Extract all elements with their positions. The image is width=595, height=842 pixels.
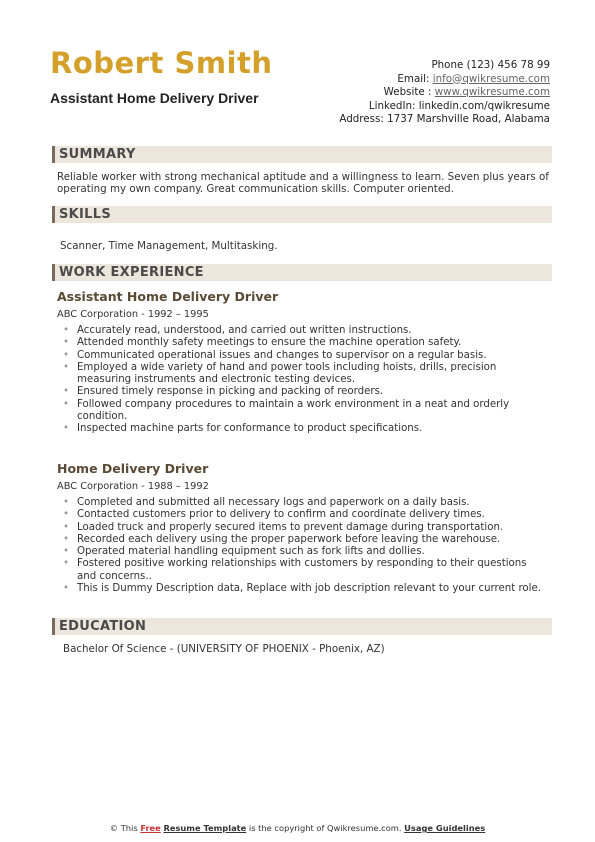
candidate-name: Robert Smith (50, 46, 273, 80)
list-item: • Operated material handling equipment such as fork lifts and dollies. (63, 546, 548, 558)
list-item: • This is Dummy Description data, Replace with job description relevant to your current role. (63, 583, 548, 595)
work-section-header (52, 264, 552, 281)
footer-prefix: © This (109, 823, 138, 833)
list-item: • Attended monthly safety meetings to ensure the machine operation safety. (63, 337, 548, 349)
list-item: • Fostered positive working relationships with customers by responding to their questions and concerns.. (63, 558, 548, 583)
footer-template-link[interactable]: Resume Template (163, 823, 247, 833)
summary-section-header (52, 146, 552, 163)
contact-block (339, 59, 550, 127)
website-link[interactable]: www.qwikresume.com (434, 86, 550, 98)
list-item: • Accurately read, understood, and carried out written instructions. (63, 325, 548, 337)
email-link[interactable]: info@qwikresume.com (432, 72, 550, 85)
list-item: • Contacted customers prior to delivery to confirm and coordinate delivery times. (63, 509, 548, 521)
list-item: • Followed company procedures to maintain a work environment in a neat and orderly condition. (63, 399, 548, 424)
summary-line: operating my own company. Great communication skills. Computer oriented. (57, 182, 454, 195)
contact-linkedin-row (339, 100, 550, 114)
list-item: • Communicated operational issues and changes to supervisor on a regular basis. (63, 350, 548, 362)
job-title: Home Delivery Driver (57, 461, 209, 476)
summary-heading: SUMMARY (59, 147, 136, 162)
phone-label: Phone (431, 59, 464, 71)
job-bullets (63, 497, 548, 595)
skills-section-header (52, 206, 552, 223)
education-heading: EDUCATION (59, 619, 147, 634)
list-item: • Inspected machine parts for conformance to product specifications. (63, 423, 548, 435)
contact-website-row (339, 86, 550, 100)
list-item: • Employed a wide variety of hand and power tools including hoists, drills, precision measuring instruments and electronic testing devices. (63, 362, 548, 387)
contact-address-row (339, 113, 550, 127)
footer-free-link[interactable]: Free (140, 823, 161, 833)
footer-middle: is the copyright of Qwikresume.com. (248, 823, 402, 833)
skills-heading: SKILLS (59, 207, 112, 222)
address-label: Address: (339, 113, 384, 125)
contact-phone-row (339, 59, 550, 73)
skills-text: Scanner, Time Management, Multitasking. (60, 240, 278, 252)
email-label: Email: (397, 72, 430, 85)
job-title: Assistant Home Delivery Driver (57, 289, 279, 304)
linkedin-label: LinkedIn: (368, 99, 416, 112)
list-item: • Ensured timely response in picking and packing of reorders. (63, 386, 548, 398)
list-item: • Recorded each delivery using the proper paperwork before leaving the warehouse. (63, 534, 548, 546)
job-bullets (63, 325, 548, 436)
work-heading: WORK EXPERIENCE (59, 265, 204, 280)
phone-value: (123) 456 78 99 (466, 59, 550, 71)
list-item: • Loaded truck and properly secured items to prevent damage during transportation. (63, 522, 548, 534)
job-company: ABC Corporation - 1992 – 1995 (57, 309, 209, 320)
contact-email-row (339, 73, 550, 87)
candidate-role: Assistant Home Delivery Driver (50, 90, 259, 106)
education-section-header (52, 618, 552, 635)
education-text: Bachelor Of Science - (UNIVERSITY OF PHOENIX - Phoenix, AZ) (63, 643, 385, 655)
list-item: • Completed and submitted all necessary logs and paperwork on a daily basis. (63, 497, 548, 509)
job-company: ABC Corporation - 1988 – 1992 (57, 481, 209, 492)
footer-guidelines-link[interactable]: Usage Guidelines (404, 823, 486, 833)
summary-text (57, 172, 549, 195)
website-label: Website : (383, 86, 432, 98)
footer (0, 823, 595, 833)
address-value: 1737 Marshville Road, Alabama (387, 113, 550, 125)
linkedin-value: linkedin.com/qwikresume (418, 99, 550, 112)
summary-line: Reliable worker with strong mechanical aptitude and a willingness to learn. Seven plus years of (57, 171, 549, 183)
